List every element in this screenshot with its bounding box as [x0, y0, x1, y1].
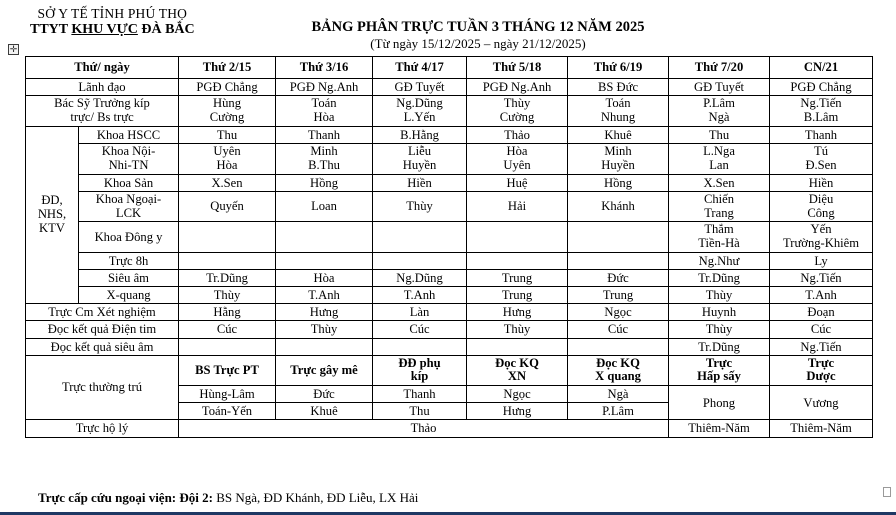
cell-sieuam-thu: Trung — [467, 270, 568, 287]
column-header-sun: CN/21 — [770, 57, 873, 79]
table-row-truc-cm-xet-nghiem — [26, 304, 873, 321]
cell-ngoai-wed: Thùy — [373, 191, 467, 222]
group-label-line2: NHS, — [37, 207, 67, 222]
cell-truc8h-sun: Ly — [770, 253, 873, 270]
table-row-doc-ket-qua-dien-tim — [26, 321, 873, 338]
cell-top: Yến — [810, 222, 832, 237]
cell-ttt-hap-say: Phong — [669, 386, 770, 420]
cell-xquang-tue: T.Anh — [276, 287, 373, 304]
group-label-line3: KTV — [39, 220, 65, 235]
cell-dientim-tue: Thùy — [276, 321, 373, 338]
cell-ho-ly-sat: Thiêm-Năm — [669, 420, 770, 437]
cell-ttt2-bs-pt: Toán-Yến — [179, 403, 276, 420]
cell-noi-thu — [467, 143, 568, 174]
cell-lanh-dao-mon: PGĐ Chẳng — [179, 79, 276, 96]
table-row-truc-thuong-tru-header — [26, 355, 873, 386]
row-label-bac-sy-truong-kip — [26, 96, 179, 127]
row-label-line2: LCK — [115, 205, 142, 220]
cell-xn-mon: Hằng — [179, 304, 276, 321]
cell-dongy-thu — [467, 222, 568, 253]
cell-hscc-sat: Thu — [669, 126, 770, 143]
organization-block — [30, 6, 195, 38]
cell-truc8h-mon — [179, 253, 276, 270]
cell-hscc-tue: Thanh — [276, 126, 373, 143]
subheader-top: Trực — [705, 355, 733, 370]
facility-name-underlined: KHU VỰC — [71, 21, 138, 37]
document-header — [0, 0, 896, 56]
cell-xn-wed: Làn — [373, 304, 467, 321]
cell-top: P.Lâm — [703, 96, 735, 111]
facility-name-suffix: ĐÀ BẮC — [137, 21, 195, 37]
cell-xn-sat: Huynh — [669, 304, 770, 321]
cell-truc8h-thu — [467, 253, 568, 270]
subheader-top: BS Trực PT — [195, 362, 259, 377]
table-row-x-quang — [26, 287, 873, 304]
duty-roster-table-wrapper — [25, 56, 871, 438]
cell-bottom: Trang — [704, 205, 734, 220]
cell-top: Thắm — [704, 222, 734, 237]
row-label-khoa-hscc: Khoa HSCC — [79, 126, 179, 143]
cell-sieuam-wed: Ng.Dũng — [373, 270, 467, 287]
cell-ngoai-tue: Loan — [276, 191, 373, 222]
table-row-doc-ket-qua-sieu-am — [26, 338, 873, 355]
cell-dientim-wed: Cúc — [373, 321, 467, 338]
page-title: BẢNG PHÂN TRỰC TUẦN 3 THÁNG 12 NĂM 2025 — [311, 19, 645, 35]
cell-ngoai-thu: Hải — [467, 191, 568, 222]
date-range-subtitle: (Từ ngày 15/12/2025 – ngày 21/12/2025) — [370, 36, 586, 52]
cell-lanh-dao-sun: PGĐ Chẳng — [770, 79, 873, 96]
cell-ttt1-kq-xquang: Ngà — [568, 386, 669, 403]
column-header-fri: Thứ 6/19 — [568, 57, 669, 79]
cell-hscc-thu: Thảo — [467, 126, 568, 143]
cell-noi-wed — [373, 143, 467, 174]
table-move-handle-icon[interactable]: ✛ — [9, 44, 18, 54]
subheader-dd-phu-kip — [373, 355, 467, 386]
cell-ngoai-mon: Quyến — [179, 191, 276, 222]
group-label-line1: ĐD, — [41, 193, 63, 208]
cell-xquang-thu: Trung — [467, 287, 568, 304]
cell-lanh-dao-thu: PGĐ Ng.Anh — [467, 79, 568, 96]
cell-bottom: B.Thu — [308, 157, 340, 172]
row-label-khoa-ngoai-lck — [79, 191, 179, 222]
facility-name — [30, 22, 195, 39]
table-row-khoa-noi-nhi-tn — [26, 143, 873, 174]
row-group-label-dd-nhs-ktv — [26, 126, 79, 304]
subheader-doc-kq-xn — [467, 355, 568, 386]
cell-san-tue: Hồng — [276, 174, 373, 191]
facility-name-prefix: TTYT — [30, 21, 72, 37]
cell-bs-kip-sun — [770, 96, 873, 127]
cell-ttt-duoc: Vương — [770, 386, 873, 420]
cell-san-mon: X.Sen — [179, 174, 276, 191]
cell-top: Chiến — [703, 191, 735, 206]
cell-top: Diệu — [808, 191, 834, 206]
subheader-bottom: Dược — [806, 369, 836, 384]
row-label-line1: Khoa Nội- — [101, 143, 156, 158]
subheader-truc-hap-say — [669, 355, 770, 386]
cell-san-thu: Huệ — [467, 174, 568, 191]
cell-bs-kip-thu — [467, 96, 568, 127]
cell-lanh-dao-wed: GĐ Tuyết — [373, 79, 467, 96]
column-header-mon: Thứ 2/15 — [179, 57, 276, 79]
cell-ttt2-kq-xn: Hưng — [467, 403, 568, 420]
cell-dongy-tue — [276, 222, 373, 253]
cell-dksa-fri — [568, 338, 669, 355]
cell-dongy-sun — [770, 222, 873, 253]
cell-dientim-sun: Cúc — [770, 321, 873, 338]
row-label-khoa-dong-y: Khoa Đông y — [79, 222, 179, 253]
table-row-khoa-dong-y — [26, 222, 873, 253]
cell-bottom: Cường — [499, 109, 535, 124]
cell-top: L.Nga — [703, 143, 735, 158]
subheader-top: Trực — [807, 355, 835, 370]
cell-sieuam-fri: Đức — [568, 270, 669, 287]
column-header-daylabel: Thứ/ ngày — [26, 57, 179, 79]
table-row-khoa-ngoai-lck — [26, 191, 873, 222]
cell-hscc-fri: Khuê — [568, 126, 669, 143]
cell-ttt1-bs-pt: Hùng-Lâm — [179, 386, 276, 403]
row-label-khoa-noi-nhi-tn — [79, 143, 179, 174]
row-label-doc-ket-qua-sieu-am: Đọc kết quả siêu âm — [26, 338, 179, 355]
cell-top: Toán — [605, 96, 631, 111]
cell-bottom: Uyên — [503, 157, 531, 172]
cell-top: Liễu — [407, 143, 432, 158]
table-row-truc-ho-ly — [26, 420, 873, 437]
cell-dksa-mon — [179, 338, 276, 355]
cell-dksa-thu — [467, 338, 568, 355]
cell-xquang-sun: T.Anh — [770, 287, 873, 304]
cell-truc8h-wed — [373, 253, 467, 270]
cell-ngoai-sun — [770, 191, 873, 222]
cell-bottom: Tiền-Hà — [698, 236, 740, 251]
row-label-truc-thuong-tru: Trực thường trú — [26, 355, 179, 420]
table-row-sieu-am — [26, 270, 873, 287]
title-block — [258, 19, 698, 52]
row-label-truc-cm-xet-nghiem: Trực Cm Xét nghiệm — [26, 304, 179, 321]
cell-lanh-dao-fri: BS Đức — [568, 79, 669, 96]
cell-noi-mon — [179, 143, 276, 174]
cell-bottom: Cường — [209, 109, 245, 124]
cell-xn-thu: Hưng — [467, 304, 568, 321]
row-label-x-quang: X-quang — [79, 287, 179, 304]
cell-top: Tú — [814, 143, 829, 158]
subheader-truc-duoc — [770, 355, 873, 386]
cell-ngoai-fri: Khánh — [568, 191, 669, 222]
cell-top: Thùy — [503, 96, 531, 111]
row-label-line2: trực/ Bs trực — [70, 109, 134, 124]
department-name: SỞ Y TẾ TỈNH PHÚ THỌ — [37, 6, 188, 21]
cell-bs-kip-wed — [373, 96, 467, 127]
cell-noi-tue — [276, 143, 373, 174]
cell-dientim-mon: Cúc — [179, 321, 276, 338]
cell-noi-sat — [669, 143, 770, 174]
cell-dksa-tue — [276, 338, 373, 355]
cell-bottom: Ngà — [708, 109, 730, 124]
cell-bottom: B.Lâm — [803, 109, 839, 124]
cell-top: Minh — [310, 143, 338, 158]
cell-sieuam-sun: Ng.Tiến — [770, 270, 873, 287]
cell-hscc-wed: B.Hằng — [373, 126, 467, 143]
cell-dongy-sat — [669, 222, 770, 253]
subheader-doc-kq-x-quang — [568, 355, 669, 386]
cell-ttt1-gay-me: Đức — [276, 386, 373, 403]
cell-ho-ly-merged: Thảo — [179, 420, 669, 437]
subheader-bottom: X quang — [595, 369, 641, 384]
table-row-lanh-dao — [26, 79, 873, 96]
cell-xquang-fri: Trung — [568, 287, 669, 304]
cell-dksa-sun: Ng.Tiến — [770, 338, 873, 355]
row-label-doc-ket-qua-dien-tim: Đọc kết quả Điện tim — [26, 321, 179, 338]
cell-dksa-wed — [373, 338, 467, 355]
subheader-bottom: kíp — [410, 369, 429, 384]
cell-bottom: Nhung — [600, 109, 636, 124]
cell-hscc-mon: Thu — [179, 126, 276, 143]
subheader-bs-truc-pt — [179, 355, 276, 386]
cell-top: Uyên — [213, 143, 241, 158]
cell-ttt2-dd-phu-kip: Thu — [373, 403, 467, 420]
cell-truc8h-tue — [276, 253, 373, 270]
cell-noi-fri — [568, 143, 669, 174]
cell-top: Hùng — [213, 96, 242, 111]
cell-sieuam-mon: Tr.Dũng — [179, 270, 276, 287]
column-header-sat: Thứ 7/20 — [669, 57, 770, 79]
duty-roster-table — [25, 56, 873, 438]
cell-xquang-sat: Thùy — [669, 287, 770, 304]
cell-xn-tue: Hưng — [276, 304, 373, 321]
cell-bs-kip-fri — [568, 96, 669, 127]
cell-bs-kip-tue — [276, 96, 373, 127]
cell-ttt1-kq-xn: Ngọc — [467, 386, 568, 403]
cell-dongy-wed — [373, 222, 467, 253]
cell-noi-sun — [770, 143, 873, 174]
emergency-team-note — [38, 490, 418, 506]
cell-sieuam-tue: Hòa — [276, 270, 373, 287]
cell-san-sun: Hiền — [770, 174, 873, 191]
cell-xquang-mon: Thùy — [179, 287, 276, 304]
cell-bottom: Lan — [709, 157, 729, 172]
row-label-khoa-san: Khoa Sản — [79, 174, 179, 191]
subheader-top: Đọc KQ — [495, 355, 539, 370]
row-label-sieu-am: Siêu âm — [79, 270, 179, 287]
column-header-wed: Thứ 4/17 — [373, 57, 467, 79]
subheader-top: Trực gây mê — [290, 362, 358, 377]
cell-bottom: L.Yến — [403, 109, 436, 124]
cell-dongy-mon — [179, 222, 276, 253]
cell-top: Toán — [311, 96, 337, 111]
table-row-bac-sy-truong-kip — [26, 96, 873, 127]
cell-bottom: Huyền — [601, 157, 635, 172]
cell-ho-ly-sun: Thiêm-Năm — [770, 420, 873, 437]
cell-dongy-fri — [568, 222, 669, 253]
page-break-marker-icon — [883, 487, 891, 497]
cell-bs-kip-mon — [179, 96, 276, 127]
subheader-top: ĐĐ phụ — [398, 355, 441, 370]
cell-san-sat: X.Sen — [669, 174, 770, 191]
cell-bottom: Trường-Khiêm — [783, 236, 860, 251]
row-label-lanh-dao: Lãnh đạo — [26, 79, 179, 96]
cell-bottom: Hòa — [313, 109, 335, 124]
emergency-team-label: Trực cấp cứu ngoại viện: Đội 2: — [38, 490, 213, 505]
subheader-bottom: XN — [507, 369, 527, 384]
subheader-truc-gay-me — [276, 355, 373, 386]
cell-bottom: Đ.Sen — [805, 157, 837, 172]
cell-top: Minh — [604, 143, 632, 158]
cell-truc8h-fri — [568, 253, 669, 270]
cell-dientim-fri: Cúc — [568, 321, 669, 338]
cell-lanh-dao-tue: PGĐ Ng.Anh — [276, 79, 373, 96]
row-label-line1: Khoa Ngoại- — [95, 191, 162, 206]
cell-san-fri: Hồng — [568, 174, 669, 191]
cell-lanh-dao-sat: GĐ Tuyết — [669, 79, 770, 96]
cell-top: Hòa — [506, 143, 528, 158]
cell-ttt1-dd-phu-kip: Thanh — [373, 386, 467, 403]
cell-san-wed: Hiền — [373, 174, 467, 191]
cell-top: Ng.Dũng — [396, 96, 443, 111]
cell-bottom: Huyền — [402, 157, 437, 172]
cell-dientim-thu: Thùy — [467, 321, 568, 338]
subheader-bottom: Hấp sấy — [697, 369, 741, 384]
cell-xquang-wed: T.Anh — [373, 287, 467, 304]
emergency-team-members: BS Ngà, ĐD Khánh, ĐD Liễu, LX Hải — [212, 490, 419, 505]
cell-ttt2-gay-me: Khuê — [276, 403, 373, 420]
subheader-top: Đọc KQ — [596, 355, 640, 370]
cell-ttt2-kq-xquang: P.Lâm — [568, 403, 669, 420]
cell-top: Ng.Tiến — [800, 96, 842, 111]
row-label-line2: Nhi-TN — [108, 157, 149, 172]
cell-ngoai-sat — [669, 191, 770, 222]
table-header-row — [26, 57, 873, 79]
cell-bottom: Công — [807, 205, 835, 220]
cell-bottom: Hòa — [216, 157, 238, 172]
table-row-truc-8h — [26, 253, 873, 270]
cell-dientim-sat: Thùy — [669, 321, 770, 338]
column-header-thu: Thứ 5/18 — [467, 57, 568, 79]
cell-bs-kip-sat — [669, 96, 770, 127]
cell-truc8h-sat: Ng.Như — [669, 253, 770, 270]
row-label-truc-ho-ly: Trực hộ lý — [26, 420, 179, 437]
row-label-truc-8h: Trực 8h — [79, 253, 179, 270]
cell-xn-sun: Đoạn — [770, 304, 873, 321]
cell-sieuam-sat: Tr.Dũng — [669, 270, 770, 287]
cell-xn-fri: Ngọc — [568, 304, 669, 321]
cell-hscc-sun: Thanh — [770, 126, 873, 143]
cell-dksa-sat: Tr.Dũng — [669, 338, 770, 355]
table-row-khoa-hscc — [26, 126, 873, 143]
column-header-tue: Thứ 3/16 — [276, 57, 373, 79]
table-row-khoa-san — [26, 174, 873, 191]
row-label-line1: Bác Sỹ Trưởng kíp — [54, 96, 150, 111]
